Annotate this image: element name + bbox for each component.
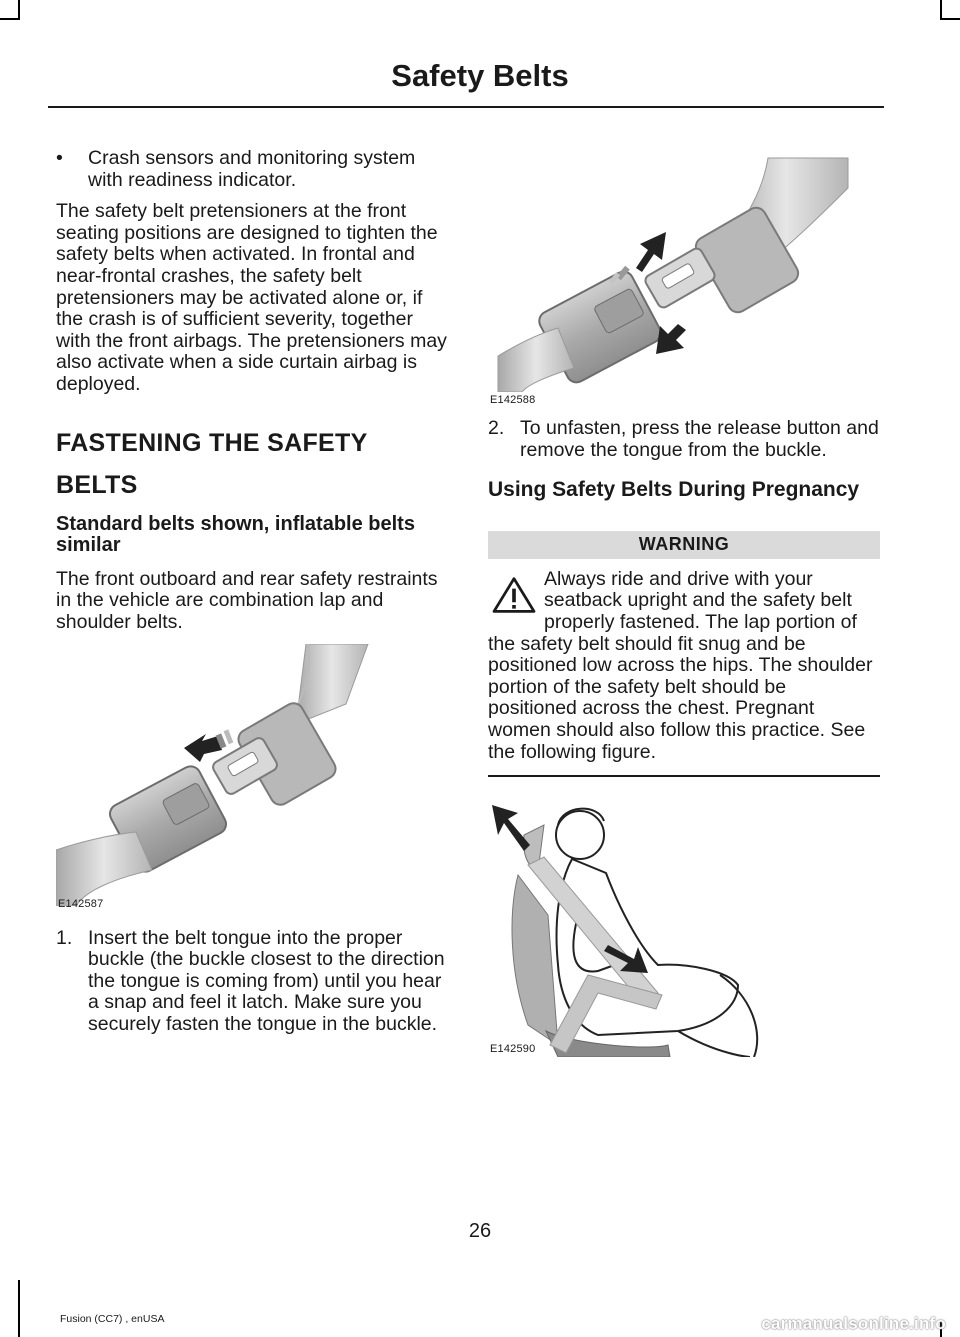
sub-heading: Standard belts shown, inflatable belts similar — [56, 512, 415, 557]
figure-id: E142590 — [490, 1042, 536, 1055]
section-heading — [56, 426, 448, 502]
warning-triangle-icon — [488, 575, 540, 615]
step-2 — [488, 418, 880, 461]
warning-body — [488, 569, 880, 763]
crop-mark — [18, 0, 20, 20]
warning-box — [488, 531, 880, 776]
step-text: Insert the belt tongue into the proper buckle (the buckle closest to the direction the tongue is coming from) until you hear a snap and feel it latch. Make sure you securely fasten the tongue in the buckle. — [88, 926, 445, 1035]
step-number: 1. — [56, 926, 73, 949]
buckle-release-illustration — [488, 148, 880, 392]
left-column — [56, 148, 448, 1035]
pretensioner-paragraph: The safety belt pretensioners at the front seating positions are designed to tighten the safety belts when activated. In frontal and near-frontal crashes, the safety belt pretensioners may be activated alone or, if the crash is of sufficient severity, together with the front airbags. The pretensioners may also activate when a side curtain airbag is deployed. — [56, 200, 447, 395]
warning-text: Always ride and drive with your seatback upright and the safety belt properly fastened. The lap portion of the safety belt should fit snug and be positioned low across the hips. The shoulder portion of the safety belt should be positioned across the chest. Pregnant women should also follow this practice. See the following figure. — [488, 567, 873, 763]
belts-paragraph: The front outboard and rear safety restraints in the vehicle are combination lap and shoulder belts. — [56, 567, 438, 633]
unfasten-belt-figure — [488, 148, 880, 404]
crop-mark — [940, 18, 960, 20]
bullet-text: Crash sensors and monitoring system with readiness indicator. — [88, 147, 416, 191]
page-number: 26 — [468, 1220, 492, 1242]
figure-id: E142587 — [58, 897, 104, 910]
step-number: 2. — [488, 417, 505, 439]
pregnant-seated-illustration — [488, 795, 880, 1057]
crop-mark — [940, 0, 942, 20]
warning-divider — [488, 775, 880, 777]
buckle-insert-illustration — [56, 644, 448, 906]
section-heading-line: BELTS — [56, 470, 138, 499]
section-heading-line: FASTENING THE SAFETY — [56, 428, 368, 457]
bullet-mark: • — [56, 147, 63, 169]
pregnancy-figure — [488, 795, 880, 1057]
step-1 — [56, 928, 448, 1036]
crop-mark — [18, 1280, 20, 1337]
watermark: carmanualsonline.info — [761, 1314, 946, 1333]
step-text: To unfasten, press the release button and remove the tongue from the buckle. — [520, 417, 879, 461]
figure-id: E142588 — [490, 394, 536, 406]
list-item — [56, 148, 448, 191]
crop-mark — [0, 18, 20, 20]
warning-label: WARNING — [488, 531, 880, 559]
page-title: Safety Belts — [391, 58, 569, 93]
page-header — [0, 58, 960, 94]
fasten-belt-figure — [56, 644, 448, 912]
pregnancy-heading: Using Safety Belts During Pregnancy — [488, 478, 860, 502]
header-divider — [48, 106, 884, 108]
right-column — [488, 148, 880, 1057]
document-info: Fusion (CC7) , enUSA — [60, 1313, 165, 1325]
